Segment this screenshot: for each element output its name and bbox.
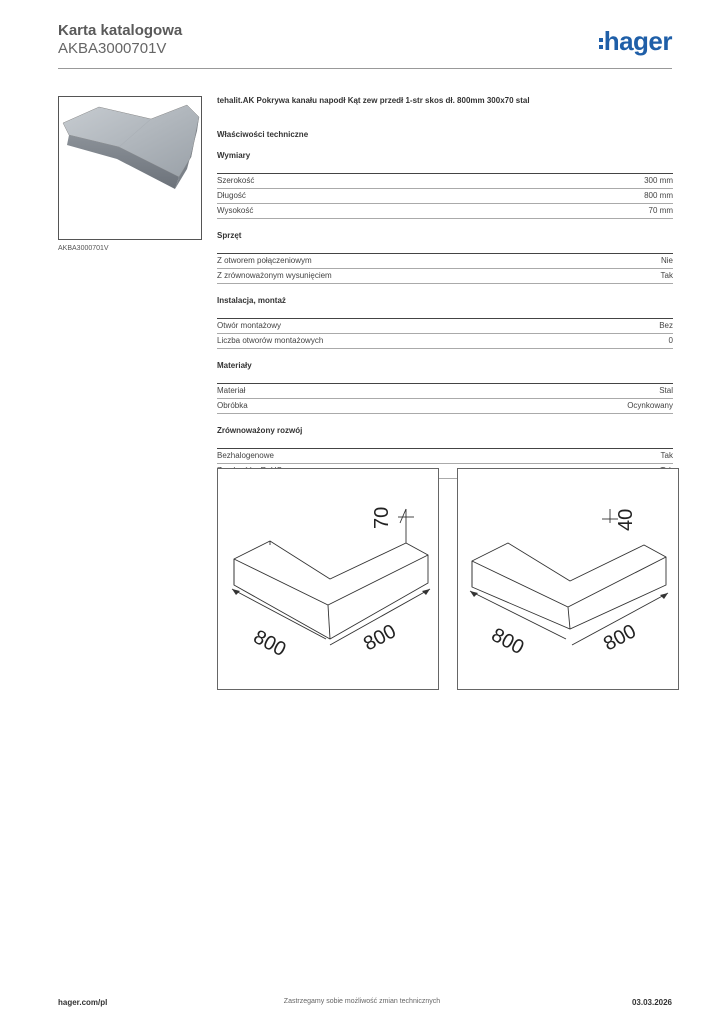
table-row bbox=[217, 174, 673, 189]
thumbnail-caption: AKBA3000701V bbox=[58, 245, 109, 252]
table-row bbox=[217, 449, 673, 464]
logo-dots-icon bbox=[599, 35, 603, 52]
section-heading: Zrównoważony rozwój bbox=[217, 426, 673, 449]
row-value: Ocynkowany bbox=[627, 401, 673, 410]
product-photo-icon bbox=[59, 97, 201, 239]
height-dimension-label: 40 bbox=[615, 508, 637, 531]
table-row bbox=[217, 204, 673, 219]
table-row bbox=[217, 269, 673, 284]
doc-code: AKBA3000701V bbox=[58, 40, 167, 57]
section-heading: Instalacja, montaż bbox=[217, 296, 673, 319]
section-dimensions bbox=[217, 151, 673, 219]
logo-text: hager bbox=[603, 26, 672, 56]
tech-heading: Właściwości techniczne bbox=[217, 130, 309, 139]
illustration-drawing-1 bbox=[217, 468, 439, 690]
page-header bbox=[58, 22, 672, 70]
doc-title: Karta katalogowa bbox=[58, 22, 183, 39]
header-divider bbox=[58, 68, 672, 69]
row-label: Obróbka bbox=[217, 401, 248, 410]
row-value: Nie bbox=[660, 256, 673, 265]
left-dimension-label: 800 bbox=[487, 623, 528, 660]
table-row bbox=[217, 384, 673, 399]
section-installation bbox=[217, 296, 673, 349]
corner-cover-drawing-icon bbox=[458, 469, 678, 689]
right-dimension-label: 800 bbox=[360, 620, 400, 656]
right-dimension-label: 800 bbox=[600, 620, 640, 656]
table-row bbox=[217, 254, 673, 269]
section-heading: Sprzęt bbox=[217, 231, 673, 254]
row-value: Stal bbox=[659, 386, 673, 395]
table-row bbox=[217, 189, 673, 204]
row-value: Tak bbox=[660, 271, 673, 280]
row-value: 300 mm bbox=[644, 176, 673, 185]
product-title: tehalit.AK Pokrywa kanału napodł Kąt zew przedł 1-str skos dł. 800mm 300x70 stal bbox=[217, 96, 530, 105]
section-equipment bbox=[217, 231, 673, 284]
row-value: 800 mm bbox=[644, 191, 673, 200]
row-value: 0 bbox=[668, 336, 673, 345]
product-thumbnail bbox=[58, 96, 202, 240]
table-row bbox=[217, 399, 673, 414]
row-label: Długość bbox=[217, 191, 246, 200]
footer-website: hager.com/pl bbox=[58, 998, 108, 1007]
row-label: Z otworem połączeniowym bbox=[217, 256, 312, 265]
height-dimension-label: 70 bbox=[371, 506, 393, 529]
row-label: Bezhalogenowe bbox=[217, 451, 274, 460]
section-materials bbox=[217, 361, 673, 414]
footer-disclaimer: Zastrzegamy sobie możliwość zmian technicznych bbox=[283, 998, 441, 1005]
row-label: Wysokość bbox=[217, 206, 254, 215]
footer-date: 03.03.2026 bbox=[631, 998, 672, 1007]
table-row bbox=[217, 334, 673, 349]
section-heading: Wymiary bbox=[217, 151, 673, 174]
row-label: Otwór montażowy bbox=[217, 321, 282, 330]
product-details bbox=[217, 96, 673, 505]
row-value: 70 mm bbox=[648, 206, 673, 215]
illustration-drawing-2 bbox=[457, 468, 679, 690]
row-value: Tak bbox=[660, 451, 673, 460]
row-label: Materiał bbox=[217, 386, 246, 395]
row-label: Liczba otworów montażowych bbox=[217, 336, 324, 345]
row-label: Z zrównoważonym wysunięciem bbox=[217, 271, 332, 280]
table-row bbox=[217, 319, 673, 334]
row-value: Bez bbox=[659, 321, 673, 330]
row-label: Szerokość bbox=[217, 176, 255, 185]
hager-logo bbox=[599, 26, 672, 57]
corner-cover-drawing-icon bbox=[218, 469, 438, 689]
section-heading: Materiały bbox=[217, 361, 673, 384]
left-dimension-label: 800 bbox=[249, 625, 290, 662]
